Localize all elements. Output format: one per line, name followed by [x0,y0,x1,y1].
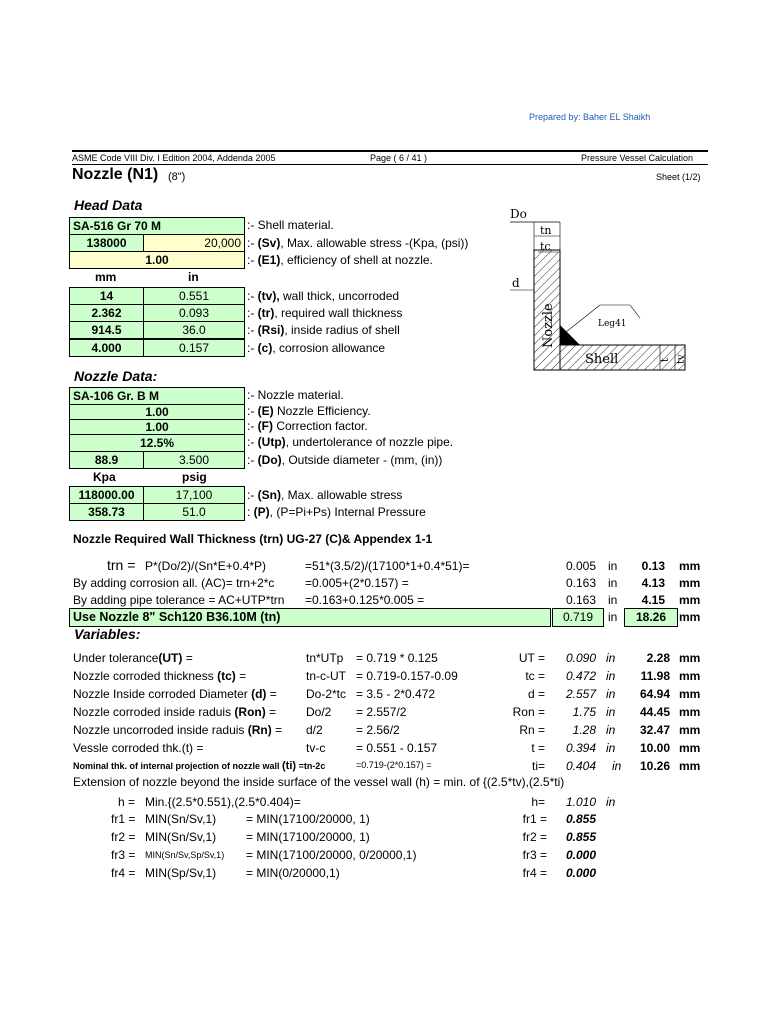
variable-formula: tn*UTp [306,651,344,665]
variable-label [73,741,203,755]
diagram-d-label: d [512,276,520,290]
extension-text: Extension of nozzle beyond the inside surface of the vessel wall (h) = min. of {(2.5*tv),(2.5*ti) [73,775,565,789]
unit-kpa-header: Kpa [93,470,116,484]
h-res-value: 1.010 [565,795,596,809]
variable-result-label: d = [527,687,545,701]
fr-label: fr2 = [111,830,136,844]
variable-mm-value: 44.45 [639,705,670,719]
ac-mm-value: 4.13 [641,576,665,590]
variable-label-text: Nozzle uncorroded inside raduis [73,723,248,737]
diagram-tc-label: tc [540,240,551,253]
diagram-nozzle-label: Nozzle [541,303,556,348]
header-top-rule [72,150,708,152]
utp-cell: 12.5% [69,434,245,452]
c-in-cell: 0.157 [143,339,245,357]
sheet-number: Sheet (1/2) [656,172,701,182]
variable-label-text: Nozzle Inside corroded Diameter [73,687,252,701]
header-bottom-rule [72,164,708,165]
variables-title: Variables: [74,626,141,642]
fr-label: fr3 = [111,848,136,862]
fr-result-label: fr1 = [522,812,547,826]
ti-res-unit: in [612,759,622,773]
variable-mm-value: 10.00 [639,741,670,755]
fr-result-value: 0.000 [565,866,596,880]
variable-label-eq: = [235,669,247,683]
use-mm-cell: 18.26 [624,608,678,627]
variable-mm-unit: mm [679,741,701,755]
variable-mm-unit: mm [679,723,701,737]
do-desc: :- (Do), Outside diameter - (mm, (in)) [247,453,443,467]
unit-in-header: in [188,270,199,284]
c-desc: :- (c), corrosion allowance [247,341,386,355]
e1-cell: 1.00 [69,251,245,269]
variable-calc: = 0.551 - 0.157 [356,741,438,755]
variable-label-eq: = [182,651,193,665]
c-mm-cell: 4.000 [69,339,144,357]
variable-label [73,723,282,737]
ti-label: Nominal thk. of internal projection of nozzle wall (ti) =tn-2c [73,760,326,772]
variable-label [73,687,277,701]
do-in-cell: 3.500 [143,451,245,469]
ac-in-value: 0.163 [565,576,596,590]
page-number: Page ( 6 / 41 ) [370,153,428,163]
variable-symbol: (Ron) [234,705,266,719]
variable-result-value: 1.28 [572,723,596,737]
variable-mm-value: 11.98 [640,669,670,683]
rsi-mm-cell: 914.5 [69,321,144,339]
unit-psig-header: psig [182,470,207,484]
variable-result-unit: in [606,687,616,701]
variable-result-value: 0.394 [565,741,596,755]
f-cell: 1.00 [69,419,245,435]
f-desc: :- (F) Correction factor. [247,419,368,433]
ac-calc: =0.005+(2*0.157) = [305,576,409,590]
fr-result-label: fr4 = [522,866,547,880]
ti-res-value: 0.404 [565,759,596,773]
diagram-tv-label: tv [676,354,687,364]
shell-material-cell: SA-516 Gr 70 M [69,217,245,235]
variable-result-value: 0.090 [565,651,596,665]
variable-mm-value: 2.28 [646,651,670,665]
trn-in-value: 0.005 [565,559,596,573]
trn-in-unit: in [608,559,618,573]
code-reference: ASME Code VIII Div. I Edition 2004, Addenda 2005 [72,153,276,163]
variable-result-label: UT = [518,651,545,665]
variable-label-text: Nozzle corroded thickness [73,669,218,683]
variable-result-label: t = [531,741,545,755]
variable-result-unit: in [606,723,616,737]
ac-label: By adding corrosion all. (AC)= trn+2*c [73,576,275,590]
tv-in-cell: 0.551 [143,287,245,305]
variable-result-label: Ron = [512,705,545,719]
fr-result-value: 0.855 [565,812,596,826]
variable-result-value: 2.557 [565,687,596,701]
nozzle-data-title: Nozzle Data: [74,368,158,384]
e-desc: :- (E) Nozzle Efficiency. [247,404,371,418]
rsi-in-cell: 36.0 [143,321,245,339]
fr-formula: MIN(Sp/Sv,1) [145,866,217,880]
fr-label: fr4 = [111,866,136,880]
variable-mm-value: 32.47 [639,723,670,737]
variable-symbol: (d) [251,687,267,701]
tr-mm-cell: 2.362 [69,304,144,322]
fr-result-label: fr3 = [522,848,547,862]
variable-mm-value: 64.94 [639,687,670,701]
trn-label: trn = [107,557,136,573]
nozzle-material-desc: :- Nozzle material. [247,388,344,402]
variable-result-value: 0.472 [565,669,596,683]
sv-kpa-cell: 138000 [69,234,144,252]
sn-psi-cell: 17,100 [143,486,245,504]
use-in-unit: in [608,610,618,624]
trn-mm-value: 0.13 [641,559,665,573]
prepared-by: Prepared by: Baher EL Shaikh [529,112,651,122]
tr-desc: :- (tr), required wall thickness [247,306,403,320]
variable-symbol: (tc) [217,669,236,683]
diagram-do-label: Do [510,207,527,221]
p-psi-cell: 51.0 [143,503,245,521]
diagram-t-label: t [660,357,671,362]
variable-formula: d/2 [306,723,323,737]
variable-calc: = 2.557/2 [356,705,407,719]
fr-calc: = MIN(0/20000,1) [246,866,340,880]
use-mm-unit: mm [679,610,701,624]
tol-mm-value: 4.15 [641,593,665,607]
variable-label-eq: = [271,723,283,737]
fr-result-value: 0.855 [565,830,596,844]
variable-mm-unit: mm [679,687,701,701]
variable-label [73,651,193,665]
diagram-shell-label: Shell [585,352,619,367]
trn-calc: =51*(3.5/2)/(17100*1+0.4*51)= [305,559,470,573]
nozzle-weld-diagram [500,200,700,380]
do-mm-cell: 88.9 [69,451,144,469]
shell-plate [560,345,685,370]
tol-calc: =0.163+0.125*0.005 = [305,593,425,607]
h-label: h = [118,795,136,809]
variable-label-eq: = [265,705,277,719]
variable-calc: = 3.5 - 2*0.472 [356,687,436,701]
fr-formula: MIN(Sn/Sv,1) [145,812,217,826]
e1-desc: :- (E1), efficiency of shell at nozzle. [247,253,433,267]
variable-result-label: tc = [525,669,545,683]
variable-result-unit: in [606,651,616,665]
rsi-desc: :- (Rsi), inside radius of shell [247,323,400,337]
variable-mm-unit: mm [679,669,701,683]
fr-calc: = MIN(17100/20000, 1) [246,830,370,844]
fr-calc: = MIN(17100/20000, 1) [246,812,370,826]
doc-title: Pressure Vessel Calculation [581,153,694,163]
variable-label [73,705,276,719]
variable-label-text: Nozzle corroded inside raduis [73,705,235,719]
variable-result-label: Rn = [519,723,545,737]
variable-symbol: (Rn) [247,723,272,737]
h-res-label: h= [531,795,545,809]
variable-result-unit: in [606,669,616,683]
fr-result-value: 0.000 [565,848,596,862]
ti-calc: =0.719-(2*0.157) = [356,760,432,770]
fr-formula: MIN(Sn/Sv,1) [145,830,217,844]
ac-in-unit: in [608,576,618,590]
variable-mm-unit: mm [679,651,701,665]
tv-mm-cell: 14 [69,287,144,305]
nozzle-material-cell: SA-106 Gr. B M [69,387,245,405]
sv-psi-cell: 20,000 [143,234,245,252]
e-cell: 1.00 [69,404,245,420]
tv-desc: :- (tv), wall thick, uncorroded [247,289,400,303]
tol-in-value: 0.163 [565,593,596,607]
nozzle-size: (8") [168,171,186,183]
diagram-leg-label: Leg41 [598,319,627,329]
diagram-tn-label: tn [540,224,552,237]
shell-material-desc: :- Shell material. [247,218,334,232]
h-formula: Min.{(2.5*0.551),(2.5*0.404)= [145,795,301,809]
tol-label: By adding pipe tolerance = AC+UTP*trn [73,593,285,607]
variable-mm-unit: mm [679,705,701,719]
fr-label: fr1 = [111,812,136,826]
sn-desc: :- (Sn), Max. allowable stress [247,488,403,502]
p-desc: : (P), (P=Pi+Ps) Internal Pressure [247,505,426,519]
variable-label-text: Vessle corroded thk.(t) = [73,741,204,755]
variable-result-unit: in [606,741,616,755]
ac-mm-unit: mm [679,576,701,590]
variable-formula: Do/2 [306,705,332,719]
variable-formula: tn-c-UT [306,669,346,683]
sv-desc: :- (Sv), Max. allowable stress -(Kpa, (psi)) [247,236,469,250]
utp-desc: :- (Utp), undertolerance of nozzle pipe. [247,435,454,449]
fr-calc: = MIN(17100/20000, 0/20000,1) [246,848,417,862]
sn-kpa-cell: 118000.00 [69,486,144,504]
variable-calc: = 2.56/2 [356,723,400,737]
variable-label [73,669,246,683]
ti-res-label: ti= [531,759,545,773]
unit-mm-header: mm [95,270,117,284]
variable-symbol: (UT) [158,651,183,665]
trn-formula: P*(Do/2)/(Sn*E+0.4*P) [145,559,267,573]
variable-formula: tv-c [306,741,326,755]
nozzle-title: Nozzle (N1) [72,166,159,183]
fr-formula: MIN(Sn/Sv,Sp/Sv,1) [145,850,225,860]
use-nozzle-cell: Use Nozzle 8" Sch120 B36.10M (tn) [69,608,551,627]
tol-mm-unit: mm [679,593,701,607]
p-kpa-cell: 358.73 [69,503,144,521]
use-in-cell: 0.719 [552,608,604,627]
h-res-unit: in [606,795,616,809]
tr-in-cell: 0.093 [143,304,245,322]
variable-result-unit: in [606,705,616,719]
weld-fillet [560,325,580,345]
trn-section-title: Nozzle Required Wall Thickness (trn) UG-27 (C)& Appendex 1-1 [73,532,433,546]
head-data-title: Head Data [74,197,143,213]
variable-label-eq: = [266,687,277,701]
variable-calc: = 0.719-0.157-0.09 [356,669,458,683]
variable-formula: Do-2*tc [306,687,347,701]
ti-mm-value: 10.26 [639,759,670,773]
fr-result-label: fr2 = [522,830,547,844]
trn-mm-unit: mm [679,559,701,573]
variable-calc: = 0.719 * 0.125 [356,651,438,665]
tol-in-unit: in [608,593,618,607]
variable-label-text: Under tolerance [73,651,159,665]
ti-mm-unit: mm [679,759,701,773]
variable-result-value: 1.75 [572,705,596,719]
